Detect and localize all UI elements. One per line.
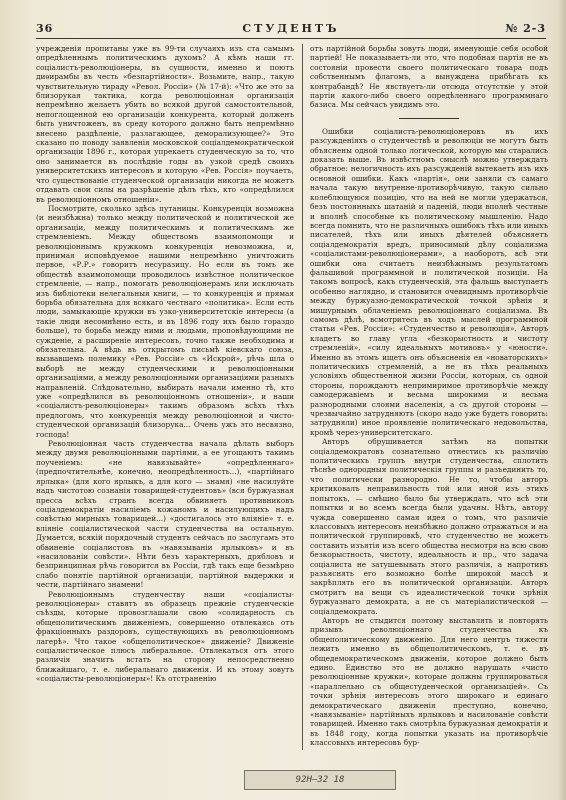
section-separator bbox=[399, 118, 459, 119]
right-paragraph-intro: отъ партійной борьбы зовутъ люди, именующіе себя особой партіей! Не показываетъ-ли это, что подобная партія не въ состояніи провести своего политическаго товара подъ собственнымъ флагомъ, а вынуждена прибѣгать къ контрабандѣ? Не явствуетъ-ли отсюда отсутствіе у этой партіи какого-либо своего опредѣленнаго программнаго базиса. Мы сейчасъ увидимъ это. bbox=[310, 44, 548, 110]
archive-stamp: 92Н—32 18 bbox=[244, 770, 396, 790]
left-paragraph-2: Посмотрите, сколько здѣсь путаницы. Конкуренція возможна (и неизбѣжна) только между политической и политической же организаціи, между политическимъ и политическимъ же стремленіемъ. Между обществомъ взаимопомощи и революціоннымъ кружкомъ конкуренція невозможна, и, принимая исповѣдуемое нашими непремѣнно уничтожить первое, «Р.Р.» говоритъ несуразицу. Но если въ томъ же обществѣ взаимопомощи проводилось извѣстное политическое стремленіе, — напр., помогать революціонерамъ или исключать изъ библіотеки нелегальныя книги, — то конкуренція и прямая борьба обязательна для всякаго честнаго «политика». Если есть люди, замыкающіе кружки въ узко-университетскіе интересы (а такіе люди несомнѣнно есть, и въ 1896 году ихъ было гораздо больше), то борьба между ними и людьми, проповѣдующими не сужденіе, а расширеніе интересовъ, точно также необходима и обязательна. А вѣдь въ открытомъ письмѣ кіевскаго союза, вызвавшемъ полемику «Рев. Россіи» съ «Искрой», рѣчь шла о выборѣ не между студенческими и революціонными организаціями, а между революціонными организаціями разныхъ направленій. Слѣдовательно, выбирать начали именно тѣ, кто уже «опредѣлился въ революціонномъ отношеніи», и наши «соціалистъ-революціонеры» такимъ образомъ всѣхъ тѣхъ предлогомъ, что конкуренція между революціонной и чисто-студенческой организацій близорука... Очень ужъ это несвязно, господа! bbox=[36, 203, 294, 439]
issue-number: № 2-3 bbox=[505, 22, 546, 35]
left-paragraph-3: Революціонная часть студенчества начала дѣлать выборъ между двумя революціонными партіями, а ее угощаютъ такимъ поученіемъ: «не навязывайте» «опредѣленнаго» (предпочтительнѣе, конечно, неопредѣленность...), «партійнаго ярлыка» (для кого ярлыкъ, а для кого — знамя) «не насилуйте надъ чистотою сознанія товарищей-студентовъ» (вся буржуазная пресса всѣхъ странъ всегда обвиняетъ противниковъ соціалдемократіи насиліемъ кожаномъ и насилующихъ надъ совѣстью мирныхъ товарищей...) «достигалось это вліяніе» т. е. вліяніе соціалистической части студенчества на остальную. Думается, всякій порядочный студентъ сейчасъ по заслугамъ это обвиненіе соціалистовъ въ «навязываніи ярлыковъ» и въ «насилованіи совѣсти». Нѣти безъ характерныхъ, дрябловъ и безпринципная рѣчь говорится въ Россіи, гдѣ такъ еще безмѣрно слабо понятіе партійной организаціи, партійной выдержки и чести, партійнаго знамени! bbox=[36, 439, 294, 590]
right-paragraph-1: Ошибки соціалистъ-революціонеровъ въ ихъ разсужденіяхъ о студенчествѣ и революціи не могутъ быть объяснены одной только логической, которую мы старались доказать выше. Въ извѣстномъ смыслѣ можно утверждать обратное: нелогичность ихъ разсужденій вытекаетъ изъ ихъ основной ошибки. Какъ «партія», они заняли съ самаго начала такую внутренне-противорѣчивую, такую сильно колеблющуюся позицію, что на ней не могли удержаться, безъ постоянныхъ шатаній и паденій, люди вполнѣ честные и вполнѣ способные къ политическому мышленію. Надо всегда помнить, что не различныхъ ошибокъ тѣхъ или иныхъ писателей, тѣхъ или иныхъ дѣятелей объясняетъ соціалдемократія вредъ, приносимый дѣлу соціализма «соціалистами-революціонерами», а наоборотъ, всѣ эти ошибки она считаетъ неизбѣжнымъ результатомъ фальшивой программной и политической позиціи. На такомъ вопросѣ, какъ студенческій, эта фальшь выступаетъ особенно наглядно, и становится очевиднымъ противорѣчіе между буржуазно-демократической точкой зрѣнія и мишурнымъ облаченіемъ революціоннаго соціализма. Въ самомъ дѣлѣ, всмотритесь въ ходъ мыслей программной статьи «Рев. Россіи»: «Студенчество и революція». Авторъ кладетъ во главу угла «безкорыстность и чистоту стремленій», «силу идеальныхъ мотивовъ» у «юности». Именно въ этомъ ищетъ онъ объясненія ея «новаторскихъ» политическихъ стремленій, а не въ тѣхъ реальныхъ условіяхъ общественной жизни Россіи, которыя, съ одной стороны, порождаютъ непримиримое противорѣчіе между самодержавіемъ и весьма широкими и весьма разнородными слоями населенія, а съ другой стороны — чрезвычайно затрудняютъ (скоро надо уже будетъ говорить: затрудняли) иное проявленіе политическаго недовольства, кромѣ через-университетскаго. bbox=[310, 126, 548, 437]
left-column bbox=[36, 44, 294, 752]
page-edge-shadow bbox=[558, 0, 566, 800]
page-number: 36 bbox=[36, 22, 54, 35]
right-paragraph-2: Авторъ обрушивается затѣмъ на попытки соціалдемократовъ сознательно отнестись къ различію политическихъ группъ внутри студенчества, сплотить тѣснѣе однородныя политическія группы и разъединить то, что политически разнородно. Не то, чтобы авторъ критиковалъ неправильность той или иной изъ этихъ попытокъ, — смѣшно было бы утверждать, что всѣ эти попытки и во всемъ всегда были удачны. Нѣтъ, автору чужда совершенно самая идея о томъ, что различіе классовыхъ интересовъ неизбѣжно должно отражаться и на политической группировкѣ, что студенчество не можетъ составить изъятія изъ всего общества несмотря на всю свою безкорыстность, чистоту, идеальность и пр., что задача соціалиста не затушевывать этого различія, а напротивъ разъяснять его возможно болѣе широкой массѣ и закрѣплять его въ политической организаціи. Авторъ смотритъ на вещи съ идеалистической точки зрѣнія буржуазнаго демократа, а не съ матеріалистической — соціалдемократа. bbox=[310, 437, 548, 616]
column-divider bbox=[302, 44, 303, 750]
right-paragraph-3: Авторъ не стыдится поэтому выставлять и повторять призывъ революціоннаго студенчества къ общеполитическому движенію. Для него центръ тяжести лежитъ именно въ общеполитическомъ, т. е. въ общедемократическомъ движеніи, которое должно быть едино. Единство это не должно нарушать «чисто революціонные кружки», которые должны группироваться «параллельно съ общестуденческой организаціей». Съ точки зрѣнія интересовъ этого широкаго и единаго демократическаго движенія преступно, конечно, «навязываніе» партійныхъ ярлыковъ и насилованіе совѣсти товарищей. Именно такъ смотрѣла буржуазная демократія и въ 1848 году, когда попытки указать на противорѣчіе классовыхъ интересовъ бур- bbox=[310, 615, 548, 748]
page-header bbox=[36, 20, 546, 38]
publication-title: СТУДЕНТЪ bbox=[242, 22, 340, 35]
header-rule bbox=[36, 38, 546, 39]
left-paragraph-1: учрежденія пропитаны уже въ 99-ти случаяхъ изъ ста самымъ опредѣленнымъ политическимъ духомъ? А кѣмъ наши гг. соціалистъ-революціонеры, въ сущности, именно и поютъ диѳирамбы въ честь «безпартійности». Возьмите, напр., такую чувствительную тираду «Револ. Россіи» (№ 17-й): «Что же это за близорукая тактика, когда революціонная организація непремѣнно желаетъ убить во всякой другой самостоятельной, непоглощенной ею организаціи конкурента, который долженъ быть уничтоженъ, въ среду которого должно быть непремѣнно внесено раздѣленіе, разлагающее, деморализующее?» Это сказано по поводу заявленія московской соціалдемократической организаціи 1896 г., которая упрекаетъ студенческую за то, что оно занимается въ послѣдніе годы въ узкой средѣ своихъ университетскихъ интересовъ и которую «Рев. Россія» поучаетъ, что существованіе студенческой организаціи никогда не можетъ отдавать свои силы на разрѣшеніе дѣлъ тѣхъ, кто «опредѣлился въ революціонномъ отношеніи». bbox=[36, 44, 294, 204]
left-paragraph-4: Революціоннымъ студенчеству наши «соціалисты-революціонеры» ставятъ въ образецъ прежніе студенческіе съѣзды, которые провозглашали свою «солидарность съ общеполитическимъ движеніемъ, совершенно отвлекаясь отъ фракціонныхъ раздоровъ, существующихъ въ революціонномъ лагерѣ». Что такое «общеполитическое» движеніе? Движеніе соціалистическое плюсъ либеральное. Отвлекаться отъ этого различія значитъ встать на сторону непосредственно ближайшаго, т. е. либеральнаго движенія. И къ этому зовутъ «соціалисты-революціонеры»! Къ отстраненію bbox=[36, 589, 294, 684]
right-column bbox=[310, 44, 548, 752]
